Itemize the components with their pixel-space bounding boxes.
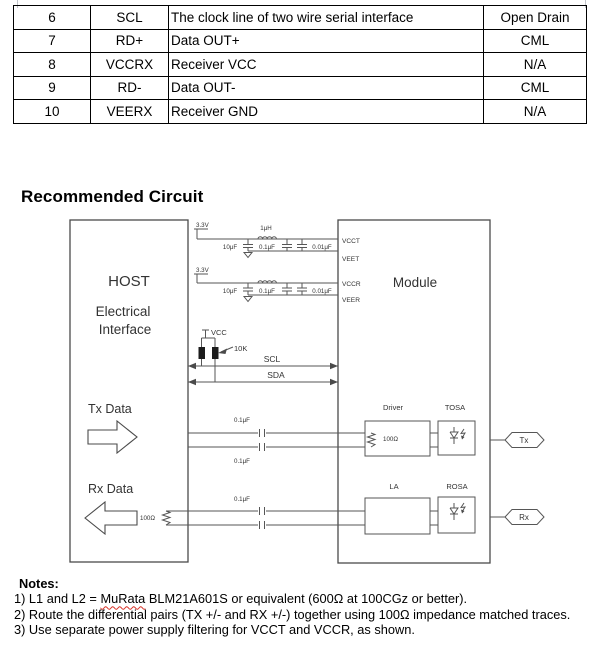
rx-port xyxy=(490,510,544,525)
scl-line xyxy=(188,354,338,369)
la-label: LA xyxy=(389,482,399,491)
sda-line xyxy=(188,370,338,385)
pin-name: SCL xyxy=(91,6,169,30)
rosa-label: ROSA xyxy=(446,482,468,491)
pin-description: Receiver GND xyxy=(169,100,484,124)
pin-name: VEERX xyxy=(91,100,169,124)
termination-resistor-icon xyxy=(368,433,376,447)
vcc-label: VCC xyxy=(211,328,227,337)
pin-name: RD+ xyxy=(91,29,169,53)
pointer-arrowhead xyxy=(218,349,227,355)
pin-number: 8 xyxy=(14,53,91,77)
termination-resistor-icon xyxy=(163,511,171,525)
driver-label: Driver xyxy=(383,403,403,412)
la-box xyxy=(365,498,430,534)
pin-description: Receiver VCC xyxy=(169,53,484,77)
scl-label: SCL xyxy=(263,354,281,364)
pin-name: VCCRX xyxy=(91,53,169,77)
note-line-2: 2) Route the differential pairs (TX +/- and RX +/-) together using 100Ω impedance matched traces. xyxy=(14,606,571,622)
host-subtitle-1: Electrical xyxy=(95,304,151,319)
pin-type: CML xyxy=(484,29,587,53)
i2c-pullups xyxy=(199,328,248,382)
power-filter-rx xyxy=(194,267,338,302)
rosa-box xyxy=(438,497,475,533)
inductor-value: 1μH xyxy=(260,225,272,232)
supply-3v3-label: 3.3V xyxy=(196,222,209,229)
ground-icon xyxy=(244,253,252,258)
photodiode-icon xyxy=(450,503,458,520)
module-pin-veer: VEER xyxy=(342,297,360,304)
rx-diff-pair xyxy=(166,496,365,529)
table-row xyxy=(14,53,587,77)
tosa-label: TOSA xyxy=(444,403,466,412)
power-filter-tx xyxy=(194,222,338,258)
pin-description: The clock line of two wire serial interface xyxy=(169,6,484,30)
notes-heading: Notes: xyxy=(19,576,59,591)
pin-type: Open Drain xyxy=(484,6,587,30)
pin-table xyxy=(13,5,587,124)
note1-suffix: BLM21A601S or equivalent (600Ω at 100CGz or better). xyxy=(145,591,468,607)
module-pin-vcct: VCCT xyxy=(342,238,360,245)
series-cap-value: 0.1μF xyxy=(234,458,250,465)
capacitor-icon xyxy=(297,283,307,295)
pin-number: 9 xyxy=(14,76,91,100)
cap-value: 0.1μF xyxy=(259,244,275,251)
cap-value: 0.01μF xyxy=(312,244,332,251)
table-row xyxy=(14,6,587,30)
pullup-resistor-icon xyxy=(199,347,206,359)
pin-number: 6 xyxy=(14,6,91,30)
host-title: HOST xyxy=(108,273,150,290)
table-row xyxy=(14,100,587,124)
pin-type: CML xyxy=(484,76,587,100)
rx-data-label: Rx Data xyxy=(88,482,134,496)
ground-icon xyxy=(244,297,252,302)
pin-description: Data OUT- xyxy=(169,76,484,100)
module-pin-vccr: VCCR xyxy=(342,281,361,288)
pin-type: N/A xyxy=(484,53,587,77)
supply-3v3-label: 3.3V xyxy=(196,267,209,274)
module-title: Module xyxy=(392,275,438,290)
capacitor-icon xyxy=(297,239,307,251)
tx-port xyxy=(490,433,544,448)
termination-value: 100Ω xyxy=(383,436,398,443)
tx-data-arrow xyxy=(88,421,137,453)
note-line-1 xyxy=(14,591,604,606)
cap-value: 0.01μF xyxy=(312,288,332,295)
tosa-box xyxy=(438,421,475,455)
sda-label: SDA xyxy=(267,370,285,380)
driver-box xyxy=(365,421,430,456)
note-line-3: 3) Use separate power supply filtering for VCCT and VCCR, as shown. xyxy=(14,621,415,637)
pin-type: N/A xyxy=(484,100,587,124)
note1-prefix: 1) L1 and L2 = xyxy=(14,591,101,607)
pin-name: RD- xyxy=(91,76,169,100)
rx-data-arrow xyxy=(85,502,137,534)
laser-diode-icon xyxy=(450,427,458,444)
notes-block xyxy=(14,576,604,637)
host-subtitle-2: Interface xyxy=(98,322,152,337)
cap-value: 10μF xyxy=(222,244,238,251)
table-row xyxy=(14,29,587,53)
series-cap-value: 0.1μF xyxy=(234,417,250,424)
pin-number: 10 xyxy=(14,100,91,124)
capacitor-icon xyxy=(282,239,292,251)
cap-value: 10μF xyxy=(222,288,238,295)
cap-value: 0.1μF xyxy=(259,288,275,295)
pin-number: 7 xyxy=(14,29,91,53)
table-row xyxy=(14,76,587,100)
pin-description: Data OUT+ xyxy=(169,29,484,53)
section-heading: Recommended Circuit xyxy=(21,187,204,206)
capacitor-icon xyxy=(243,283,253,295)
tx-port-label: Tx xyxy=(519,436,529,445)
host-termination-value: 100Ω xyxy=(140,515,155,522)
tx-data-label: Tx Data xyxy=(88,402,132,416)
capacitor-icon xyxy=(282,283,292,295)
pullup-value-label: 10K xyxy=(234,344,248,353)
note1-misspelled-word: MuRata xyxy=(100,591,146,607)
recommended-circuit-diagram xyxy=(0,205,610,575)
series-cap-value: 0.1μF xyxy=(234,496,250,503)
module-box xyxy=(338,220,490,563)
capacitor-icon xyxy=(243,239,253,251)
rx-port-label: Rx xyxy=(519,513,529,522)
pullup-resistor-icon xyxy=(212,347,219,359)
module-pin-veet: VEET xyxy=(342,256,360,263)
